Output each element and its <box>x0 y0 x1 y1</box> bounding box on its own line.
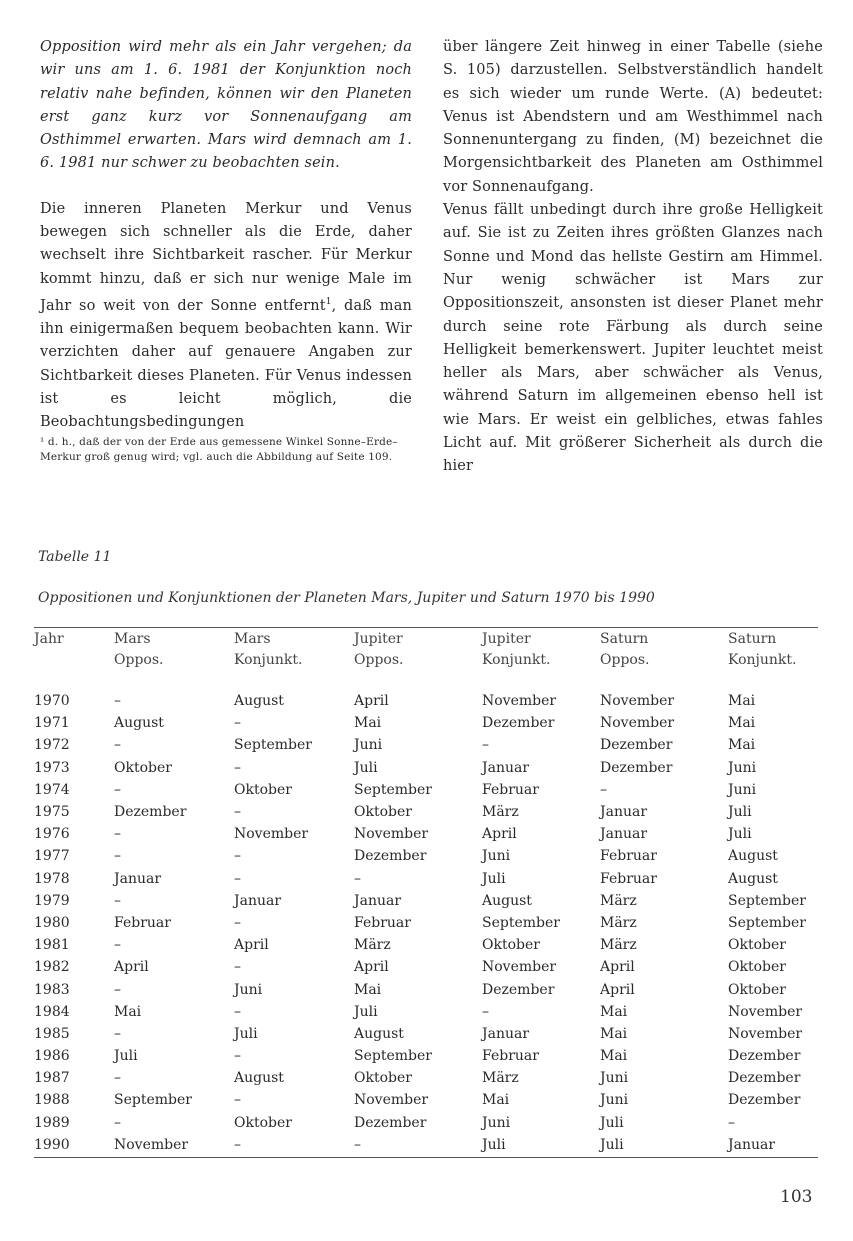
table-cell: September <box>728 892 806 909</box>
table-cell: März <box>600 937 637 954</box>
table-cell: – <box>234 1092 241 1109</box>
table-cell: Februar <box>600 870 657 887</box>
table-cell: – <box>114 981 121 998</box>
year-cell: 1985 <box>34 1025 70 1042</box>
header-mars-oppos: Mars Oppos. <box>114 631 164 668</box>
table-row <box>34 845 824 867</box>
left-column <box>40 36 412 465</box>
year-cell: 1980 <box>34 914 70 931</box>
table-cell: November <box>482 693 557 710</box>
table-row <box>34 1067 824 1089</box>
table-cell: – <box>114 1114 121 1131</box>
year-cell: 1974 <box>34 781 70 798</box>
table-cell: November <box>482 959 557 976</box>
table-cell: – <box>234 759 241 776</box>
table-cell: Dezember <box>482 715 555 732</box>
table-row <box>34 868 824 890</box>
table-row <box>34 890 824 912</box>
table-cell: Januar <box>482 759 530 776</box>
table-cell: Mai <box>354 981 382 998</box>
table-cell: – <box>114 937 121 954</box>
table-cell: Mai <box>354 715 382 732</box>
table-cell: Oktober <box>728 937 786 954</box>
table-cell: August <box>728 870 778 887</box>
table-cell: Juli <box>234 1025 258 1042</box>
table-cell: November <box>234 826 309 843</box>
table-title: Oppositionen und Konjunktionen der Planeten Mars, Jupiter und Saturn 1970 bis 1990 <box>38 590 655 606</box>
year-cell: 1987 <box>34 1070 70 1087</box>
table-cell: Juli <box>600 1136 624 1153</box>
table-cell: – <box>234 804 241 821</box>
table-cell: Oktober <box>114 759 172 776</box>
table-cell: September <box>114 1092 192 1109</box>
table-cell: November <box>600 715 675 732</box>
table-cell: Oktober <box>354 1070 412 1087</box>
table-cell: November <box>728 1003 803 1020</box>
table-cell: September <box>354 1048 432 1065</box>
table-cell: Juli <box>114 1048 138 1065</box>
table-row <box>34 684 824 712</box>
table-cell: Dezember <box>354 1114 427 1131</box>
table-cell: August <box>114 715 164 732</box>
opposition-table <box>34 623 824 1156</box>
table-row <box>34 712 824 734</box>
table-cell: August <box>482 892 532 909</box>
header-saturn-konjunkt: Saturn Konjunkt. <box>728 631 797 668</box>
table-cell: Januar <box>354 892 402 909</box>
table-bottom-rule <box>34 1157 818 1158</box>
table-cell: August <box>728 848 778 865</box>
table-cell: Januar <box>728 1136 776 1153</box>
body-text-part2: , daß man ihn einigermaßen bequem beobachten kann. Wir verzichten daher auf genauere Angaben zur Sichtbarkeit dieses Planeten. Für Venus indessen ist es leicht möglich, die Beobachtungsbedingungen <box>40 297 412 431</box>
table-cell: April <box>234 937 269 954</box>
paragraph-1: über längere Zeit hinweg in einer Tabelle (siehe S. 105) darzustellen. Selbstverständlich handelt es sich wieder um runde Werte. (A) bedeutet: Venus ist Abendstern und am Westhimmel nach Sonnenuntergang zu finden, (M) bezeichnet die Morgensichtbarkeit des Planeten am Osthimmel vor Sonnenaufgang. <box>443 39 823 195</box>
year-cell: 1983 <box>34 981 70 998</box>
year-cell: 1976 <box>34 826 70 843</box>
table-cell: August <box>234 1070 284 1087</box>
table-cell: Januar <box>600 826 648 843</box>
year-cell: 1979 <box>34 892 70 909</box>
table-cell: – <box>114 737 121 754</box>
table-cell: März <box>482 1070 519 1087</box>
table-cell: Dezember <box>482 981 555 998</box>
table-cell: – <box>354 870 361 887</box>
table-cell: Mai <box>728 715 756 732</box>
table-cell: Juni <box>482 848 511 865</box>
table-cell: März <box>482 804 519 821</box>
table-cell: September <box>234 737 312 754</box>
table-cell: Mai <box>600 1048 628 1065</box>
table-body <box>34 684 824 1156</box>
table-cell: Mai <box>728 693 756 710</box>
year-cell: 1990 <box>34 1136 70 1153</box>
table-cell: Dezember <box>600 737 673 754</box>
table-cell: September <box>354 781 432 798</box>
table-cell: – <box>482 737 489 754</box>
year-cell: 1970 <box>34 693 70 710</box>
table-label: Tabelle 11 <box>38 549 112 565</box>
table-cell: März <box>600 892 637 909</box>
table-cell: – <box>114 781 121 798</box>
table-cell: Februar <box>482 1048 539 1065</box>
table-row <box>34 757 824 779</box>
table-cell: Februar <box>354 914 411 931</box>
table-cell: Juli <box>600 1114 624 1131</box>
table-cell: November <box>354 1092 429 1109</box>
table-row <box>34 1045 824 1067</box>
table-cell: – <box>114 1025 121 1042</box>
table-row <box>34 1112 824 1134</box>
table-cell: Juli <box>354 759 378 776</box>
table-cell: Juni <box>354 737 383 754</box>
table-row <box>34 956 824 978</box>
year-cell: 1978 <box>34 870 70 887</box>
table-cell: Mai <box>600 1003 628 1020</box>
table-cell: – <box>482 1003 489 1020</box>
table-cell: Oktober <box>482 937 540 954</box>
table-row <box>34 734 824 756</box>
table-row <box>34 912 824 934</box>
table-cell: Dezember <box>354 848 427 865</box>
table-cell: Juli <box>482 870 506 887</box>
table-cell: August <box>234 693 284 710</box>
table-cell: April <box>482 826 517 843</box>
table-cell: August <box>354 1025 404 1042</box>
page-number: 103 <box>780 1187 813 1207</box>
table-cell: Juni <box>482 1114 511 1131</box>
table-cell: Juni <box>600 1092 629 1109</box>
table-cell: Januar <box>234 892 282 909</box>
table-cell: Oktober <box>234 781 292 798</box>
table-cell: Mai <box>114 1003 142 1020</box>
table-cell: Mai <box>728 737 756 754</box>
table-cell: – <box>234 1048 241 1065</box>
table-cell: April <box>114 959 149 976</box>
table-cell: Oktober <box>728 981 786 998</box>
table-cell: – <box>234 1136 241 1153</box>
table-cell: April <box>354 693 389 710</box>
table-cell: November <box>114 1136 189 1153</box>
year-cell: 1971 <box>34 715 70 732</box>
table-cell: April <box>354 959 389 976</box>
table-cell: Mai <box>600 1025 628 1042</box>
table-row <box>34 978 824 1000</box>
table-cell: Oktober <box>234 1114 292 1131</box>
table-row <box>34 934 824 956</box>
table-cell: – <box>114 892 121 909</box>
year-cell: 1975 <box>34 804 70 821</box>
year-cell: 1986 <box>34 1048 70 1065</box>
table-cell: Dezember <box>728 1048 801 1065</box>
table-row <box>34 1023 824 1045</box>
table-cell: – <box>234 715 241 732</box>
table-cell: Dezember <box>600 759 673 776</box>
table-cell: November <box>600 693 675 710</box>
table-cell: Juni <box>234 981 263 998</box>
footnote: ¹ d. h., daß der von der Erde aus gemessene Winkel Sonne–Erde–Merkur groß genug wird; vgl. auch die Abbildung auf Seite 109. <box>40 435 398 463</box>
table-cell: Juli <box>728 804 752 821</box>
table-cell: – <box>114 693 121 710</box>
body-paragraph <box>40 198 412 435</box>
year-cell: 1982 <box>34 959 70 976</box>
year-cell: 1977 <box>34 848 70 865</box>
year-cell: 1972 <box>34 737 70 754</box>
table-cell: – <box>600 781 607 798</box>
table-cell: Februar <box>114 914 171 931</box>
table-row <box>34 1134 824 1156</box>
table-cell: – <box>234 959 241 976</box>
table-cell: Juli <box>354 1003 378 1020</box>
table-cell: Mai <box>482 1092 510 1109</box>
header-saturn-oppos: Saturn Oppos. <box>600 631 650 668</box>
table-row <box>34 1089 824 1111</box>
year-cell: 1984 <box>34 1003 70 1020</box>
table-cell: – <box>114 1070 121 1087</box>
year-cell: 1973 <box>34 759 70 776</box>
table-cell: – <box>728 1114 735 1131</box>
table-cell: – <box>354 1136 361 1153</box>
header-mars-konjunkt: Mars Konjunkt. <box>234 631 303 668</box>
table-row <box>34 779 824 801</box>
table-cell: Juli <box>482 1136 506 1153</box>
header-jupiter-oppos: Jupiter Oppos. <box>354 631 404 668</box>
table-cell: – <box>234 870 241 887</box>
right-column <box>443 36 823 479</box>
table-cell: November <box>354 826 429 843</box>
table-cell: Dezember <box>114 804 187 821</box>
table-cell: März <box>600 914 637 931</box>
table-cell: Oktober <box>354 804 412 821</box>
table-cell: Oktober <box>728 959 786 976</box>
table-cell: – <box>114 826 121 843</box>
table-cell: Januar <box>482 1025 530 1042</box>
table-row <box>34 801 824 823</box>
header-jahr: Jahr <box>34 631 64 647</box>
body-text-part1: Die inneren Planeten Merkur und Venus bewegen sich schneller als die Erde, daher wechselt ihre Sichtbarkeit rascher. Für Merkur kommt hinzu, daß er sich nur wenige Male im Jahr so weit von der Sonne entfernt <box>40 200 412 314</box>
table-cell: November <box>728 1025 803 1042</box>
table-cell: Januar <box>114 870 162 887</box>
year-cell: 1988 <box>34 1092 70 1109</box>
italic-paragraph: Opposition wird mehr als ein Jahr vergehen; da wir uns am 1. 6. 1981 der Konjunktion noch relativ nahe befinden, können wir den Planeten erst ganz kurz vor Sonnenaufgang am Osthimmel erwarten. Mars wird demnach am 1. 6. 1981 nur schwer zu beobachten sein. <box>40 39 412 172</box>
table-cell: – <box>234 848 241 865</box>
table-cell: Januar <box>600 804 648 821</box>
table-cell: – <box>234 1003 241 1020</box>
table-cell: Februar <box>482 781 539 798</box>
table-cell: Dezember <box>728 1070 801 1087</box>
table-cell: Juni <box>728 759 757 776</box>
table-cell: März <box>354 937 391 954</box>
table-cell: Februar <box>600 848 657 865</box>
table-header-row <box>34 623 824 684</box>
table-cell: Dezember <box>728 1092 801 1109</box>
paragraph-2: Venus fällt unbedingt durch ihre große Helligkeit auf. Sie ist zu Zeiten ihres größten Glanzes nach Sonne und Mond das hellste Gestirn am Himmel. Nur wenig schwächer ist Mars zur Oppositionszeit, ansonsten ist dieser Planet mehr durch seine rote Färbung als durch seine Helligkeit bemerkenswert. Jupiter leuchtet meist heller als Mars, aber schwächer als Venus, während Saturn im allgemeinen ebenso hell ist wie Mars. Er weist ein gelbliches, etwas fahles Licht auf. Mit größerer Sicherheit als durch die hier <box>443 202 823 475</box>
year-cell: 1981 <box>34 937 70 954</box>
header-jupiter-konjunkt: Jupiter Konjunkt. <box>482 631 551 668</box>
table-row <box>34 823 824 845</box>
table-cell: Juni <box>728 781 757 798</box>
table-cell: September <box>482 914 560 931</box>
table-cell: Juni <box>600 1070 629 1087</box>
table-cell: April <box>600 981 635 998</box>
table-cell: Juli <box>728 826 752 843</box>
year-cell: 1989 <box>34 1114 70 1131</box>
table-cell: – <box>114 848 121 865</box>
table-cell: September <box>728 914 806 931</box>
table-cell: April <box>600 959 635 976</box>
table-cell: – <box>234 914 241 931</box>
footnote-mark: 1 <box>325 296 332 307</box>
table-row <box>34 1001 824 1023</box>
